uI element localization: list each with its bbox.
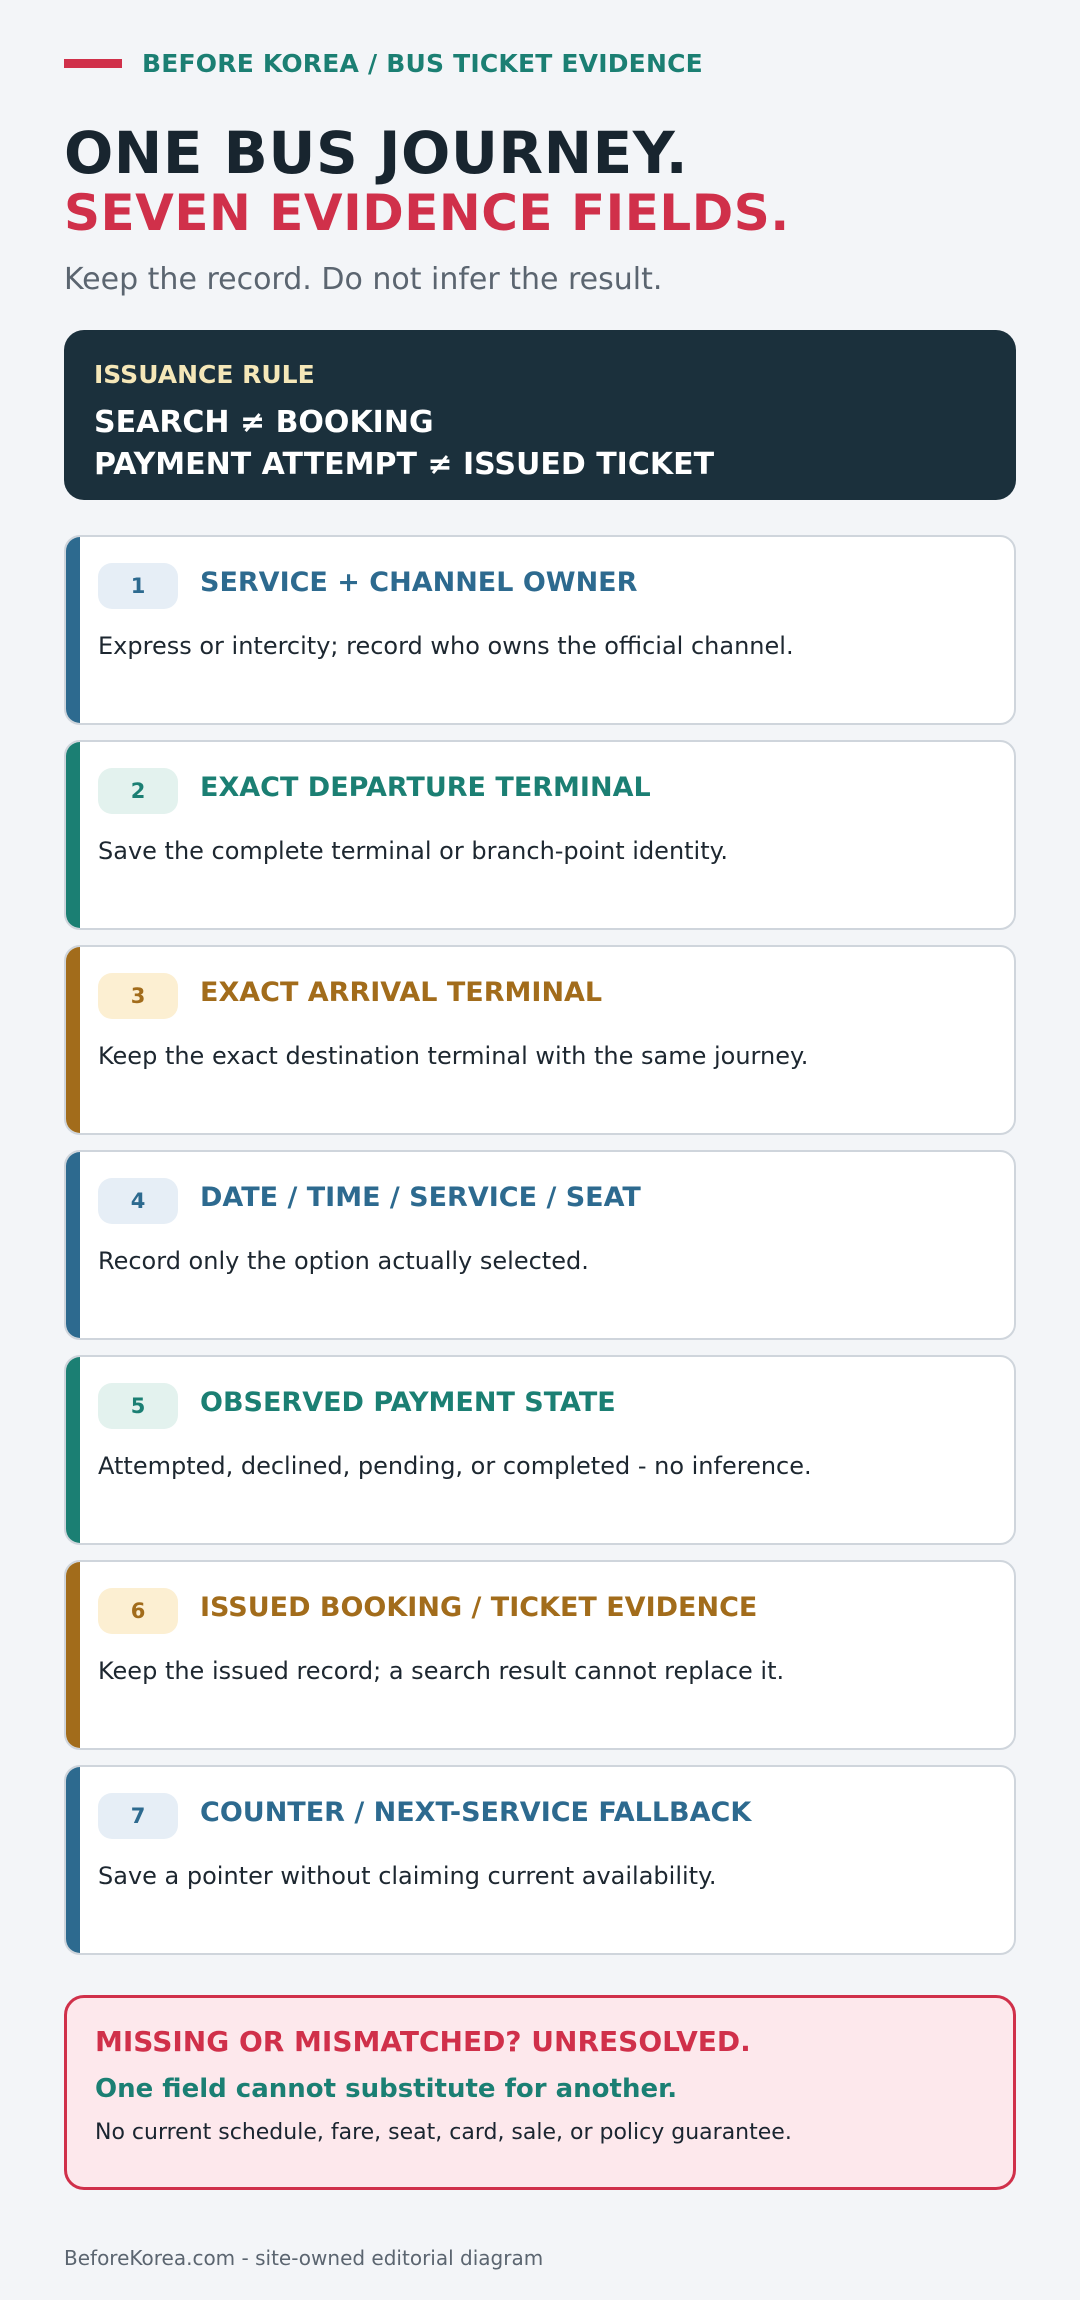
footer-credit: BeforeKorea.com - site-owned editorial diagram bbox=[64, 2246, 544, 2270]
step-number-badge: 1 bbox=[98, 563, 178, 609]
step-number-badge: 7 bbox=[98, 1793, 178, 1839]
evidence-field-card-4 bbox=[64, 1150, 1016, 1340]
page-subtitle: Keep the record. Do not infer the result. bbox=[64, 262, 663, 297]
page-title-line-2: SEVEN EVIDENCE FIELDS. bbox=[64, 184, 790, 242]
step-description: Save the complete terminal or branch-point identity. bbox=[98, 837, 729, 865]
step-description: Save a pointer without claiming current availability. bbox=[98, 1862, 717, 1890]
eyebrow bbox=[64, 48, 703, 78]
issuance-rule-line-2: PAYMENT ATTEMPT ≠ ISSUED TICKET bbox=[94, 447, 715, 482]
eyebrow-label: BEFORE KOREA / BUS TICKET EVIDENCE bbox=[142, 48, 703, 78]
step-number-badge: 3 bbox=[98, 973, 178, 1019]
unresolved-title: MISSING OR MISMATCHED? UNRESOLVED. bbox=[95, 2025, 751, 2058]
step-title: DATE / TIME / SERVICE / SEAT bbox=[200, 1182, 641, 1213]
step-title: SERVICE + CHANNEL OWNER bbox=[200, 567, 638, 598]
step-title: COUNTER / NEXT-SERVICE FALLBACK bbox=[200, 1797, 752, 1828]
step-title: EXACT DEPARTURE TERMINAL bbox=[200, 772, 651, 803]
step-number-badge: 5 bbox=[98, 1383, 178, 1429]
step-description: Keep the issued record; a search result cannot replace it. bbox=[98, 1657, 785, 1685]
step-title: OBSERVED PAYMENT STATE bbox=[200, 1387, 616, 1418]
unresolved-warning-box bbox=[64, 1995, 1016, 2190]
step-description: Express or intercity; record who owns the official channel. bbox=[98, 632, 794, 660]
eyebrow-accent-bar bbox=[64, 59, 122, 68]
step-title: EXACT ARRIVAL TERMINAL bbox=[200, 977, 603, 1008]
step-description: Record only the option actually selected. bbox=[98, 1247, 589, 1275]
issuance-rule-label: ISSUANCE RULE bbox=[94, 360, 315, 389]
issuance-rule-box bbox=[64, 330, 1016, 500]
card-accent-bar bbox=[66, 742, 80, 928]
card-accent-bar bbox=[66, 1562, 80, 1748]
card-accent-bar bbox=[66, 947, 80, 1133]
card-accent-bar bbox=[66, 1357, 80, 1543]
card-accent-bar bbox=[66, 1767, 80, 1953]
evidence-field-card-6 bbox=[64, 1560, 1016, 1750]
unresolved-subtitle: One field cannot substitute for another. bbox=[95, 2074, 678, 2104]
evidence-field-card-5 bbox=[64, 1355, 1016, 1545]
page-title-line-1: ONE BUS JOURNEY. bbox=[64, 119, 689, 187]
evidence-field-card-1 bbox=[64, 535, 1016, 725]
step-number-badge: 2 bbox=[98, 768, 178, 814]
evidence-field-card-3 bbox=[64, 945, 1016, 1135]
unresolved-note: No current schedule, fare, seat, card, sale, or policy guarantee. bbox=[95, 2120, 792, 2145]
step-description: Keep the exact destination terminal with the same journey. bbox=[98, 1042, 809, 1070]
issuance-rule-line-1: SEARCH ≠ BOOKING bbox=[94, 405, 434, 440]
step-number-badge: 6 bbox=[98, 1588, 178, 1634]
step-description: Attempted, declined, pending, or completed - no inference. bbox=[98, 1452, 812, 1480]
card-accent-bar bbox=[66, 537, 80, 723]
step-title: ISSUED BOOKING / TICKET EVIDENCE bbox=[200, 1592, 758, 1623]
evidence-field-card-2 bbox=[64, 740, 1016, 930]
card-accent-bar bbox=[66, 1152, 80, 1338]
step-number-badge: 4 bbox=[98, 1178, 178, 1224]
evidence-field-card-7 bbox=[64, 1765, 1016, 1955]
